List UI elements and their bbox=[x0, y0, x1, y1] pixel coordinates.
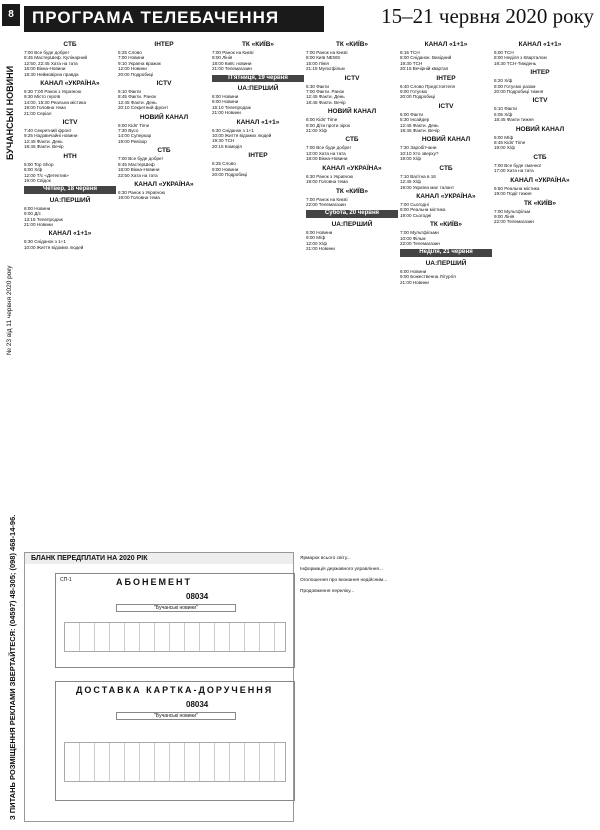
channel-name: СТБ bbox=[439, 164, 453, 172]
program-line: 6:00 Новини bbox=[24, 205, 51, 211]
channel-name: КАНАЛ «1+1» bbox=[48, 230, 92, 238]
form-publication: "Бучанські новини" bbox=[116, 604, 236, 612]
channel-name: ІНТЕР bbox=[248, 152, 268, 160]
subscription-blank bbox=[24, 552, 294, 822]
program-line: 20:00 Подробиці bbox=[400, 94, 436, 100]
program-line: 19:30 ТСН bbox=[212, 138, 235, 144]
program-line: 5:00 Факти bbox=[400, 111, 423, 117]
program-line: 9:00 Готуємо bbox=[400, 89, 428, 95]
program-line: 9:00 Лінія bbox=[212, 55, 233, 61]
program-line: 22:00 Телемагазин bbox=[306, 201, 346, 207]
program-line: 17:00 Хата на тата bbox=[494, 168, 534, 174]
program-line: 12:00 Новини bbox=[118, 66, 147, 72]
tv-column bbox=[24, 38, 116, 550]
program-line: 5:10 Факти bbox=[494, 106, 517, 112]
channel-name: UA:ПЕРШИЙ bbox=[237, 85, 279, 93]
channel-name: НОВИЙ КАНАЛ bbox=[327, 108, 377, 116]
program-line: 20:15 Вечірній квартал bbox=[400, 66, 449, 72]
program-line: 12:45 Факти. День bbox=[24, 138, 63, 144]
page-title: ПРОГРАМА ТЕЛЕБАЧЕННЯ bbox=[24, 6, 324, 32]
program-line: 7:00 Все буде добре! bbox=[118, 156, 163, 162]
program-line: 21:00 Новини bbox=[306, 245, 335, 251]
program-line: 6:00 М/ф bbox=[494, 134, 514, 140]
form-type: СП-1 bbox=[60, 577, 72, 583]
channel-name: КАНАЛ «УКРАЇНА» bbox=[40, 80, 100, 88]
program-line: 14:00 Суперкар bbox=[118, 133, 152, 139]
program-line: 7:00 Сьогодні bbox=[400, 201, 429, 207]
program-line: 21:00 Х/ф bbox=[306, 128, 327, 134]
subscription-form bbox=[55, 573, 295, 668]
program-line: 8:45 МастерШеф. Кулінарний bbox=[24, 55, 88, 61]
program-line: 21:15 Мультфільм bbox=[306, 66, 345, 72]
program-line: 18:45 Факти тижня bbox=[494, 117, 534, 123]
program-line: 6:40 Слово Предстоятеля bbox=[400, 83, 456, 89]
channel-name: ТК «КИЇВ» bbox=[335, 41, 369, 48]
delivery-grid[interactable] bbox=[64, 742, 286, 782]
form-index: 08034 bbox=[186, 592, 209, 601]
program-line: 12:45 Факти. День bbox=[118, 99, 157, 105]
program-line: 6:30 Сніданок з 1+1 bbox=[24, 239, 66, 245]
program-line: 6:15 ТСН bbox=[400, 50, 420, 55]
program-line: 7:00 Мультфільми bbox=[400, 230, 439, 236]
program-line: 6:30 Сніданок з 1+1 bbox=[212, 127, 254, 133]
program-line: 18:00 Вікна-Новини bbox=[24, 66, 66, 72]
program-line: 19:00 Х/ф bbox=[494, 145, 515, 151]
channel-name: КАНАЛ «1+1» bbox=[518, 41, 562, 48]
program-line: 7:30 Заробітчани bbox=[400, 145, 437, 151]
program-line: 6:00 Kids' Time bbox=[306, 117, 338, 123]
program-line: 8:45 Kids' Time bbox=[494, 140, 526, 146]
program-line: 21:00 Новини bbox=[24, 221, 53, 227]
channel-name: СТБ bbox=[63, 41, 77, 48]
channel-name: ІНТЕР bbox=[530, 69, 550, 77]
channel-name: UA:ПЕРШИЙ bbox=[49, 196, 91, 204]
program-line: 5:30 Інсайдер bbox=[400, 117, 430, 123]
channel-name: ТК «КИЇВ» bbox=[523, 199, 557, 207]
program-line: 19:00 Головна тема bbox=[118, 195, 160, 201]
notices bbox=[300, 556, 594, 600]
delivery-heading: ДОСТАВКА КАРТКА-ДОРУЧЕННЯ bbox=[76, 685, 274, 695]
program-line: 18:45 Факти. Вечір bbox=[24, 144, 64, 150]
program-line: 9:00 Д/с bbox=[24, 211, 41, 217]
notice-text: Інформація державного управління... bbox=[300, 567, 384, 572]
program-line: 9:00 М/ф bbox=[306, 235, 326, 241]
program-line: 8:00 Діти проти зірок bbox=[306, 122, 350, 128]
program-line: 6:00 Новини bbox=[400, 268, 427, 274]
program-line: 7:00 Ранок на Києві bbox=[306, 196, 348, 202]
program-line: 18:30 Неймовірна правда bbox=[24, 71, 79, 77]
program-line: 10:10 Хто зверху? bbox=[400, 150, 439, 156]
tv-column bbox=[494, 38, 586, 550]
notice-text: Ярмарок всього світу... bbox=[300, 556, 351, 561]
channel-name: НОВИЙ КАНАЛ bbox=[515, 125, 565, 133]
channel-name: ТК «КИЇВ» bbox=[335, 187, 369, 195]
program-line: 5:25 Слово bbox=[118, 50, 142, 55]
channel-name: СТБ bbox=[533, 153, 547, 161]
program-line: 14:00, 15:30 Реальна містика bbox=[24, 99, 87, 105]
date-range: 15–21 червня 2020 року bbox=[381, 4, 594, 28]
program-line: 10:00 Фільм bbox=[400, 235, 426, 241]
program-line: 8:00 Київ NEWS bbox=[306, 55, 341, 61]
program-line: 9:00 Новини bbox=[212, 99, 239, 105]
program-line: 19:00 Головна тема bbox=[306, 179, 348, 185]
channel-name: ICTV bbox=[62, 119, 78, 127]
program-line: 7:00 Все буде смачно! bbox=[494, 162, 542, 168]
program-line: 18:00 Вікна-Новини bbox=[306, 156, 348, 162]
form-grid[interactable] bbox=[64, 622, 286, 652]
ads-line: З ПИТАНЬ РОЗМІЩЕННЯ РЕКЛАМИ ЗВЕРТАЙТЕСЯ: (04597) 48-305; (098) 468-14-96. bbox=[8, 514, 17, 820]
program-line: 6:30 Ранок з Україною bbox=[306, 173, 354, 179]
channel-name: КАНАЛ «УКРАЇНА» bbox=[134, 180, 194, 188]
program-line: 15:00 Лінія bbox=[306, 60, 329, 66]
day-heading: Неділя, 21 червня bbox=[400, 249, 492, 256]
side-strip bbox=[0, 0, 22, 830]
program-line: 21:00 Новини bbox=[212, 110, 241, 116]
channel-name: НТН bbox=[63, 152, 77, 160]
channel-name: КАНАЛ «1+1» bbox=[236, 118, 280, 126]
tv-column bbox=[118, 38, 210, 550]
form-heading: АБОНЕМЕНТ bbox=[116, 577, 192, 587]
program-line: 7:00 Все буде добре! bbox=[24, 50, 69, 55]
program-line: 9:00 Лінія bbox=[494, 213, 515, 219]
program-line: 9:00 Новини bbox=[212, 166, 239, 172]
channel-name: ICTV bbox=[532, 97, 548, 105]
program-line: 8:00 Готуємо разом bbox=[494, 83, 536, 89]
program-line: 19:00 Сьогодні bbox=[400, 212, 432, 218]
program-line: 6:30 Ранок з Україною bbox=[118, 189, 166, 195]
day-heading: П'ятниця, 19 червня bbox=[212, 75, 304, 82]
issue-line: № 23 від 11 червня 2020 року bbox=[6, 265, 13, 355]
program-line: 6:00 Х/ф bbox=[24, 167, 43, 173]
program-line: 7:00 Мультфільм bbox=[494, 208, 531, 214]
program-line: 13:15 Телепродаж bbox=[24, 216, 63, 222]
program-line: 9:30 Місто героїв bbox=[24, 94, 61, 100]
program-line: 7:10 Вагітна в 16 bbox=[400, 173, 436, 179]
program-line: 13:00 Хата на тата bbox=[306, 150, 346, 156]
program-line: 19:00 Ревізор bbox=[118, 138, 147, 144]
program-line: 22:00 Телемагазин bbox=[494, 219, 534, 225]
tv-columns bbox=[24, 38, 594, 550]
program-line: 19:00 Головна тема bbox=[24, 105, 66, 111]
program-line: 7:00 Факти. Ранок bbox=[306, 89, 345, 95]
program-line: 19:00 Х/ф bbox=[400, 156, 421, 162]
program-line: 10:00 Життя відомих людей bbox=[212, 133, 272, 139]
program-line: 6:05 Х/ф bbox=[494, 111, 513, 117]
paper-name: БУЧАНСЬКІ НОВИНИ bbox=[5, 65, 15, 160]
program-line: 20:10 Секретний фронт bbox=[118, 105, 169, 111]
program-line: 6:50 Реальна містика bbox=[494, 185, 540, 191]
channel-name: ТК «КИЇВ» bbox=[429, 221, 463, 229]
channel-name: ICTV bbox=[344, 74, 360, 82]
tv-column bbox=[306, 38, 398, 550]
blank-title: БЛАНК ПЕРЕДПЛАТИ НА 2020 РІК bbox=[25, 553, 293, 564]
program-line: 12:00 Х/ф bbox=[306, 240, 327, 246]
day-heading: Субота, 20 червня bbox=[306, 210, 398, 217]
program-line: 19:30 ТСН-Тиждень bbox=[494, 60, 537, 66]
program-line: 18:45 Факти. Вечір bbox=[306, 99, 346, 105]
program-line: 12:50, 22:45 Хата на тата bbox=[24, 60, 78, 66]
program-line: 12:45 Х/ф bbox=[400, 179, 421, 185]
channel-name: КАНАЛ «УКРАЇНА» bbox=[416, 192, 476, 200]
channel-name: КАНАЛ «1+1» bbox=[424, 41, 468, 48]
program-line: 6:30 7:00 Ранок з Україною bbox=[24, 89, 82, 95]
program-line: 5:20 Х/ф bbox=[494, 78, 513, 84]
program-line: 21:00 Новини bbox=[400, 279, 429, 285]
program-line: 8:00 Неділя з Кварталом bbox=[494, 55, 547, 61]
program-line: 7:00 Ранок на Києві bbox=[306, 50, 348, 55]
program-line: 8:45 МастерШеф bbox=[118, 161, 155, 167]
program-line: 19:00 Свідок bbox=[24, 177, 51, 183]
program-line: 18:00 Київ: новини bbox=[212, 60, 252, 66]
program-line: 6:00 Новини bbox=[212, 94, 239, 100]
program-line: 5:00 Top Shop bbox=[24, 161, 54, 167]
channel-name: КАНАЛ «УКРАЇНА» bbox=[322, 164, 382, 172]
program-line: 9:00 Божественна Літургія bbox=[400, 274, 456, 280]
tv-column bbox=[212, 38, 304, 550]
program-line: 7:00 Новини bbox=[118, 55, 145, 61]
program-line: 7:00 Все буде добре! bbox=[306, 145, 351, 151]
program-line: 21:00 Телемагазин bbox=[212, 66, 252, 72]
program-line: 6:10 Факти bbox=[118, 89, 141, 95]
channel-name: НОВИЙ КАНАЛ bbox=[421, 136, 471, 144]
program-line: 6:00 Kids' Time bbox=[118, 122, 150, 128]
channel-name: ICTV bbox=[438, 102, 454, 110]
channel-name: UA:ПЕРШИЙ bbox=[425, 259, 467, 267]
program-line: 5:25 Слово bbox=[212, 161, 236, 167]
delivery-index: 08034 bbox=[186, 700, 209, 709]
program-line: 5:30 Факти bbox=[306, 83, 329, 89]
program-line: 19:30 ТСН bbox=[400, 60, 423, 66]
program-line: 12:45 Факти. День bbox=[400, 122, 439, 128]
channel-name: СТБ bbox=[157, 147, 171, 155]
program-line: 22:00 Телемагазин bbox=[400, 240, 440, 246]
program-line: 7:40 Секретний фронт bbox=[24, 128, 72, 134]
channel-name: ICTV bbox=[156, 80, 172, 88]
channel-name: ТК «КИЇВ» bbox=[241, 41, 275, 48]
program-line: 20:00 Подробиці bbox=[212, 172, 248, 178]
channel-name: ІНТЕР bbox=[436, 74, 456, 82]
program-line: 18:00 Вікна-Новини bbox=[118, 167, 160, 173]
program-line: 20:00 Подробиці тижня bbox=[494, 89, 544, 95]
notice-text: Оголошення про визнання недійсним... bbox=[300, 578, 388, 583]
program-line: 19:00 Події тижня bbox=[494, 191, 532, 197]
program-line: 20:15 Комедія bbox=[212, 143, 242, 149]
program-line: 7:30 Вусо bbox=[118, 128, 139, 134]
program-line: 21:00 Серіал bbox=[24, 110, 52, 116]
notice-text: Продовження переліку... bbox=[300, 589, 355, 594]
channel-name: ІНТЕР bbox=[154, 41, 174, 48]
program-line: 7:00 Ранок на Києві bbox=[212, 50, 254, 55]
program-line: 15:10 Телепродаж bbox=[212, 104, 251, 110]
channel-name: СТБ bbox=[345, 136, 359, 144]
program-line: 9:00 Реальна містика bbox=[400, 207, 446, 213]
delivery-form bbox=[55, 681, 295, 801]
program-line: 8:00 Сніданок. Вихідний bbox=[400, 55, 452, 61]
channel-name: КАНАЛ «УКРАЇНА» bbox=[510, 176, 570, 184]
tv-column bbox=[400, 38, 492, 550]
program-line: 6:00 ТСН bbox=[494, 50, 514, 55]
delivery-publication: "Бучанські новини" bbox=[116, 712, 236, 720]
program-line: 12:45 Факти. День bbox=[306, 94, 345, 100]
program-line: 12:00 Т/с «Детектив» bbox=[24, 172, 69, 178]
program-line: 9:25 Надзвичайні новини bbox=[24, 133, 78, 139]
program-line: 8:45 Факти. Ранок bbox=[118, 94, 157, 100]
day-heading: Четвер, 18 червня bbox=[24, 186, 116, 193]
program-line: 6:00 Новини bbox=[306, 229, 333, 235]
channel-name: UA:ПЕРШИЙ bbox=[331, 220, 373, 228]
program-line: 18:45 Факти. Вечір bbox=[400, 128, 440, 134]
program-line: 20:00 Подробиці bbox=[118, 71, 154, 77]
page-header bbox=[24, 4, 594, 34]
page-number: 8 bbox=[2, 4, 20, 26]
program-line: 9:10 Україна вражає bbox=[118, 60, 162, 66]
program-line: 22:50 Хата на тата bbox=[118, 172, 158, 178]
channel-name: НОВИЙ КАНАЛ bbox=[139, 113, 189, 121]
program-line: 19:00 Україна має талант bbox=[400, 184, 455, 190]
program-line: 10:00 Життя відомих людей bbox=[24, 244, 84, 250]
